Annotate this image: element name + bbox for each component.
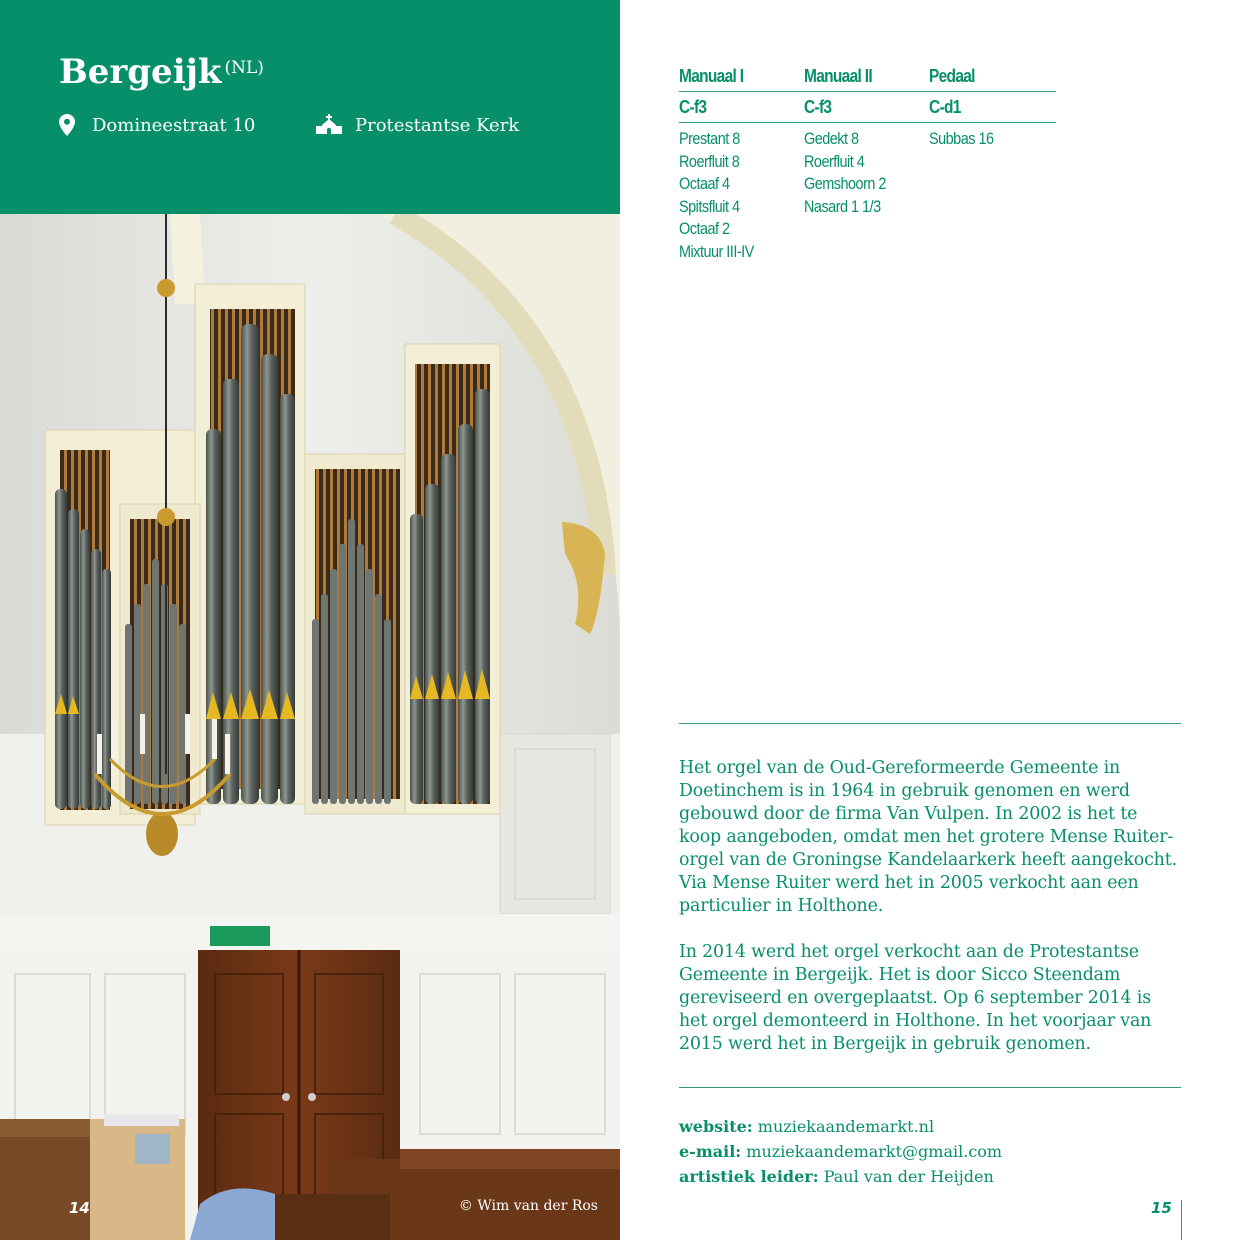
column-header-manuaal-2: Manuaal II xyxy=(804,66,872,86)
stops-header-row xyxy=(679,62,1056,92)
church-text: Protestantse Kerk xyxy=(355,114,520,136)
stop-item: Gedekt 8 xyxy=(804,129,859,148)
page-number-right: 15 xyxy=(1151,1199,1172,1217)
organ-history-text xyxy=(679,757,1184,1079)
leader-name: Paul van der Heijden xyxy=(823,1167,994,1186)
stop-item: Nasard 1 1/3 xyxy=(804,196,881,216)
page-number-left: 14 xyxy=(69,1199,90,1217)
page-edge-line xyxy=(1181,1200,1182,1240)
stop-item: Gemshoorn 2 xyxy=(804,174,886,194)
stops-column-pedaal xyxy=(929,128,1054,264)
stop-item: Subbas 16 xyxy=(929,129,994,148)
address-text: Domineestraat 10 xyxy=(92,114,256,136)
stop-item: Octaaf 2 xyxy=(679,219,730,239)
header-band xyxy=(0,0,620,214)
website-line xyxy=(679,1114,1002,1139)
leader-line xyxy=(679,1164,1002,1189)
email-line xyxy=(679,1139,1002,1164)
stop-item: Mixtuur III-IV xyxy=(679,241,754,261)
stop-item: Octaaf 4 xyxy=(679,174,730,194)
range-pedaal: C-d1 xyxy=(929,97,961,117)
leader-label: artistiek leider: xyxy=(679,1167,819,1186)
stops-column-manuaal-2 xyxy=(804,128,929,264)
column-header-manuaal-1: Manuaal I xyxy=(679,66,744,86)
email-link[interactable]: muziekaandemarkt@gmail.com xyxy=(746,1142,1003,1161)
stop-item: Roerfluit 8 xyxy=(679,151,740,171)
church-row xyxy=(316,114,519,136)
stops-range-row xyxy=(679,92,1056,123)
email-label: e-mail: xyxy=(679,1142,742,1161)
website-label: website: xyxy=(679,1117,753,1136)
column-header-pedaal: Pedaal xyxy=(929,66,975,86)
church-icon xyxy=(316,114,342,136)
range-manuaal-2: C-f3 xyxy=(804,97,832,117)
range-manuaal-1: C-f3 xyxy=(679,97,707,117)
photo-credit: © Wim van der Ros xyxy=(458,1198,598,1214)
stops-column-manuaal-1 xyxy=(679,128,804,264)
organ-photo xyxy=(0,214,620,1240)
title-text: Bergeijk xyxy=(59,52,222,92)
history-paragraph-1: Het orgel van de Oud-Gereformeerde Gemeente in Doetinchem is in 1964 in gebruik genomen en werd gebouwd door de firma Van Vulpen. In 2002 is het te koop aangeboden, omdat men het grotere Mense Ruiter-orgel van de Groningse Kandelaarkerk heeft aangekocht. Via Mense Ruiter werd het in 2005 verkocht aan een particulier in Holthone. xyxy=(679,758,1177,916)
stop-list-table xyxy=(679,62,1056,264)
address-row xyxy=(59,114,255,136)
history-paragraph-2: In 2014 werd het orgel verkocht aan de Protestantse Gemeente in Bergeijk. Het is door Sicco Steendam gereviseerd en overgeplaatst. Op 6 september 2014 is het orgel demonteerd in Holthone. In het voorjaar van 2015 werd het in Bergeijk in gebruik genomen. xyxy=(679,942,1152,1054)
country-code: (NL) xyxy=(224,58,264,78)
stop-item: Spitsfluit 4 xyxy=(679,196,740,216)
divider-top xyxy=(679,723,1181,724)
website-link[interactable]: muziekaandemarkt.nl xyxy=(757,1117,935,1136)
stop-item: Prestant 8 xyxy=(679,129,740,148)
page-title xyxy=(59,50,264,94)
stops-items-row xyxy=(679,123,1056,264)
contact-block xyxy=(679,1114,1002,1189)
map-pin-icon xyxy=(59,114,79,136)
divider-bottom xyxy=(679,1087,1181,1088)
stop-item: Roerfluit 4 xyxy=(804,151,865,171)
